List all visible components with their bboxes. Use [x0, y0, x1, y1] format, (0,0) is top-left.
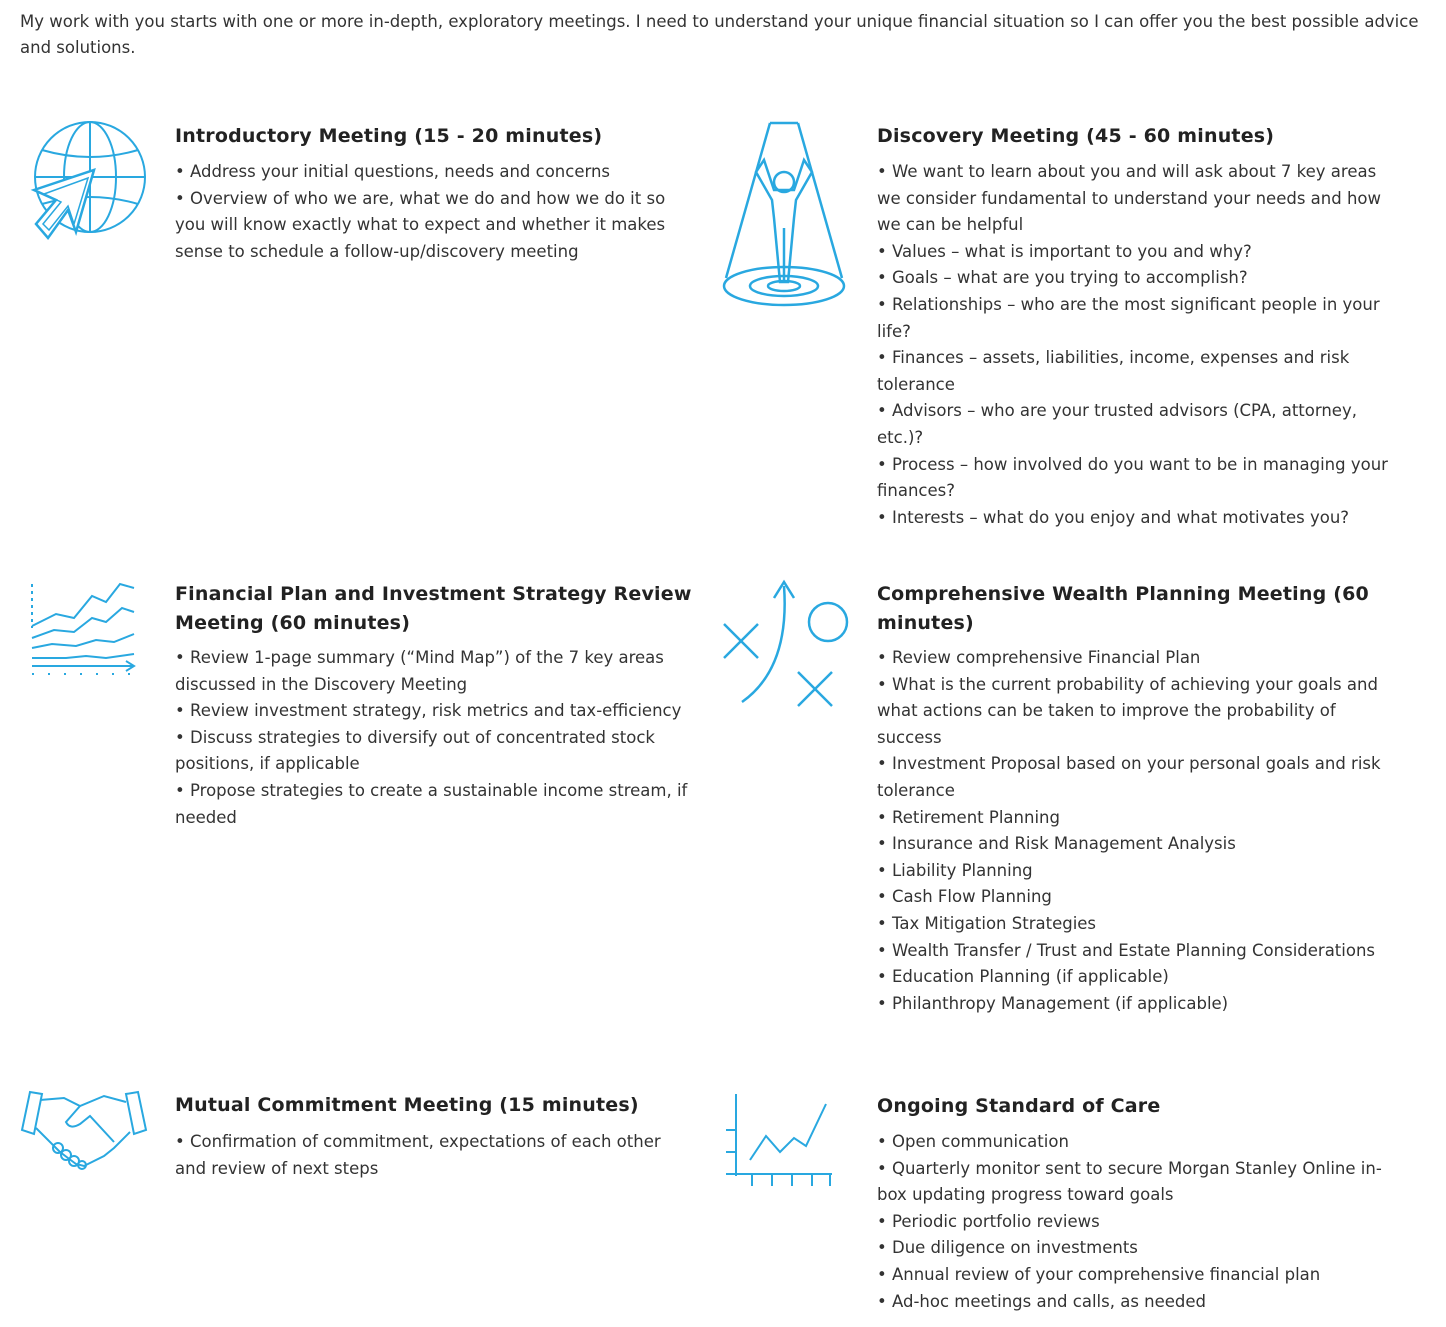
list-item: • Finances – assets, liabilities, income, expenses and risk tolerance [877, 345, 1392, 398]
list-item: • Relationships – who are the most significant people in your life? [877, 292, 1392, 345]
list-item: • Wealth Transfer / Trust and Estate Planning Considerations [877, 938, 1392, 965]
list-item: • Review investment strategy, risk metrics and tax-efficiency [175, 698, 695, 725]
section-list [877, 645, 1392, 1017]
list-item: • Open communication [877, 1129, 1392, 1156]
list-item: • Retirement Planning [877, 805, 1392, 832]
list-item: • Review 1-page summary (“Mind Map”) of the 7 key areas discussed in the Discovery Meeting [175, 645, 695, 698]
top-edge-decoration [880, 0, 930, 8]
list-item: • Cash Flow Planning [877, 884, 1392, 911]
list-item: • Discuss strategies to diversify out of concentrated stock positions, if applicable [175, 725, 695, 778]
list-item: • Liability Planning [877, 858, 1392, 885]
list-item: • Confirmation of commitment, expectations of each other and review of next steps [175, 1129, 680, 1182]
globe-cursor-icon [18, 120, 148, 245]
list-item: • Overview of who we are, what we do and how we do it so you will know exactly what to expect and whether it makes sense to schedule a follow-up/discovery meeting [175, 186, 685, 266]
handshake-icon [18, 1088, 150, 1170]
intro-text: My work with you starts with one or more in-depth, exploratory meetings. I need to understand your unique financial situation so I can offer you the best possible advice and solutions. [20, 12, 1419, 57]
list-item: • We want to learn about you and will ask about 7 key areas we consider fundamental to understand your needs and how we can be helpful [877, 159, 1392, 239]
list-item: • Periodic portfolio reviews [877, 1209, 1392, 1236]
section-list [877, 159, 1392, 531]
section-title: Financial Plan and Investment Strategy Review Meeting (60 minutes) [175, 583, 692, 634]
list-item: • Goals – what are you trying to accomplish? [877, 265, 1392, 292]
trend-chart-icon [26, 578, 141, 678]
list-item: • Ad-hoc meetings and calls, as needed [877, 1289, 1392, 1316]
strategy-play-icon [718, 578, 853, 708]
list-item: • Process – how involved do you want to be in managing your finances? [877, 452, 1392, 505]
list-item: • Propose strategies to create a sustainable income stream, if needed [175, 778, 695, 831]
list-item: • Insurance and Risk Management Analysis [877, 831, 1392, 858]
list-item: • What is the current probability of achieving your goals and what actions can be taken to improve the probability of success [877, 672, 1392, 752]
list-item: • Address your initial questions, needs and concerns [175, 159, 685, 186]
section-title: Mutual Commitment Meeting (15 minutes) [175, 1094, 639, 1116]
section-title: Introductory Meeting (15 - 20 minutes) [175, 125, 603, 147]
list-item: • Advisors – who are your trusted advisors (CPA, attorney, etc.)? [877, 398, 1392, 451]
list-item: • Due diligence on investments [877, 1235, 1392, 1262]
section-list [175, 1129, 680, 1182]
list-item: • Quarterly monitor sent to secure Morgan Stanley Online in-box updating progress toward goals [877, 1156, 1392, 1209]
section-title: Comprehensive Wealth Planning Meeting (60 minutes) [877, 583, 1369, 634]
list-item: • Philanthropy Management (if applicable) [877, 991, 1392, 1018]
section-list [175, 159, 685, 265]
line-graph-icon [722, 1090, 837, 1190]
section-title: Discovery Meeting (45 - 60 minutes) [877, 125, 1275, 147]
list-item: • Tax Mitigation Strategies [877, 911, 1392, 938]
section-list [175, 645, 695, 831]
list-item: • Annual review of your comprehensive financial plan [877, 1262, 1392, 1289]
section-title: Ongoing Standard of Care [877, 1095, 1161, 1117]
person-spotlight-icon [718, 118, 853, 313]
list-item: • Education Planning (if applicable) [877, 964, 1392, 991]
list-item: • Interests – what do you enjoy and what motivates you? [877, 505, 1392, 532]
section-list [877, 1129, 1392, 1315]
list-item: • Review comprehensive Financial Plan [877, 645, 1392, 672]
list-item: • Investment Proposal based on your personal goals and risk tolerance [877, 751, 1392, 804]
list-item: • Values – what is important to you and why? [877, 239, 1392, 266]
